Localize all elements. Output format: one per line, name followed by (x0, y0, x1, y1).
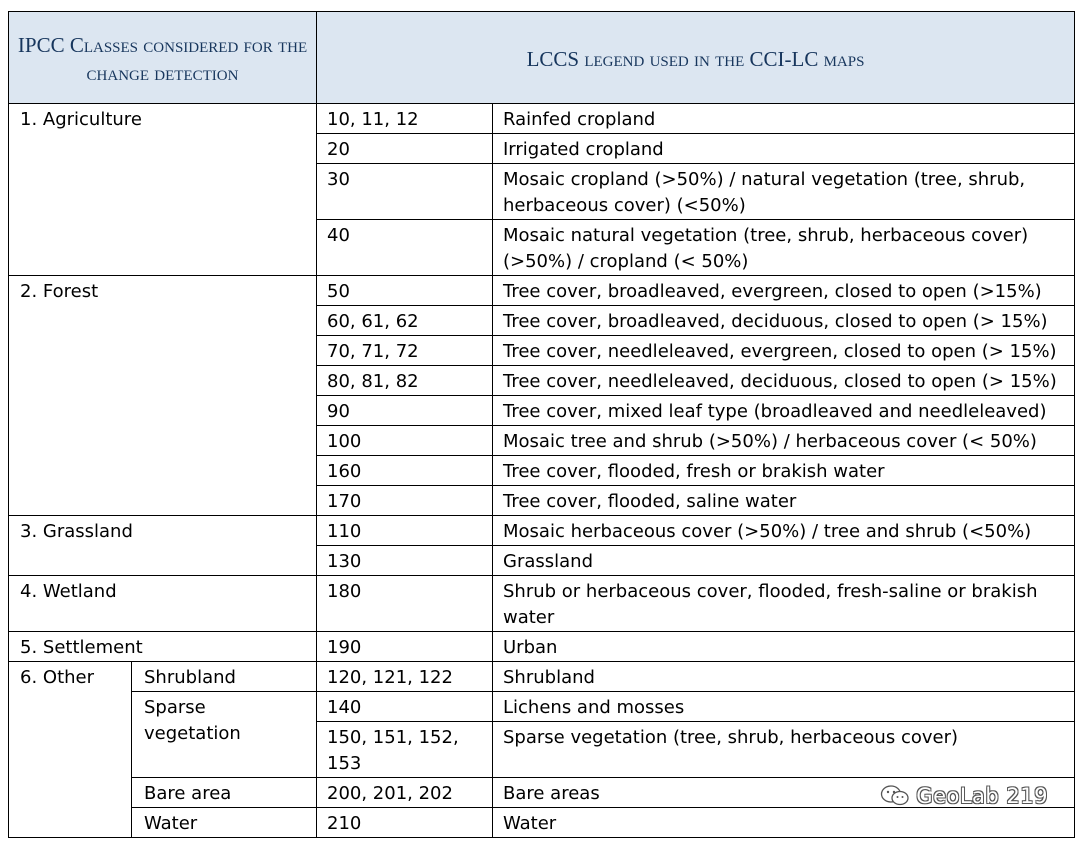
lccs-code-cell: 20 (317, 134, 493, 164)
lccs-code-cell: 140 (317, 692, 493, 722)
ipcc-class-cell: 1. Agriculture (9, 104, 317, 276)
ipcc-class-cell: 6. Other (9, 662, 132, 838)
lccs-label-cell: Urban (493, 632, 1075, 662)
lccs-label-cell: Water (493, 808, 1075, 838)
ipcc-class-cell: 3. Grassland (9, 516, 317, 576)
lccs-code-cell: 180 (317, 576, 493, 632)
ipcc-subclass-cell: Sparse vegetation (132, 692, 317, 778)
lccs-code-cell: 200, 201, 202 (317, 778, 493, 808)
lccs-label-cell: Tree cover, needleleaved, deciduous, closed to open (> 15%) (493, 366, 1075, 396)
lccs-label-cell: Shrub or herbaceous cover, flooded, fresh-saline or brakish water (493, 576, 1075, 632)
lccs-label-cell: Lichens and mosses (493, 692, 1075, 722)
lccs-code-cell: 10, 11, 12 (317, 104, 493, 134)
table-row (9, 662, 1075, 692)
lccs-label-cell: Irrigated cropland (493, 134, 1075, 164)
wechat-icon (880, 784, 910, 808)
lccs-label-cell: Tree cover, flooded, fresh or brakish water (493, 456, 1075, 486)
lccs-code-cell: 80, 81, 82 (317, 366, 493, 396)
lccs-label-cell: Tree cover, broadleaved, deciduous, closed to open (> 15%) (493, 306, 1075, 336)
table-row (9, 104, 1075, 134)
lccs-code-cell: 50 (317, 276, 493, 306)
lccs-code-cell: 90 (317, 396, 493, 426)
header-lccs-legend: LCCS legend used in the CCI-LC maps (317, 12, 1075, 104)
table-row (9, 516, 1075, 546)
lccs-code-cell: 190 (317, 632, 493, 662)
table-row (9, 576, 1075, 632)
ipcc-subclass-cell: Bare area (132, 778, 317, 808)
lccs-code-cell: 210 (317, 808, 493, 838)
lccs-code-cell: 30 (317, 164, 493, 220)
lccs-label-cell: Grassland (493, 546, 1075, 576)
ipcc-class-cell: 2. Forest (9, 276, 317, 516)
lccs-label-cell: Shrubland (493, 662, 1075, 692)
watermark (880, 784, 1048, 808)
table-row (9, 692, 1075, 722)
lccs-label-cell: Sparse vegetation (tree, shrub, herbaceous cover) (493, 722, 1075, 778)
land-cover-table (8, 11, 1075, 838)
lccs-code-cell: 150, 151, 152, 153 (317, 722, 493, 778)
table-row (9, 276, 1075, 306)
ipcc-class-cell: 5. Settlement (9, 632, 317, 662)
table-row (9, 808, 1075, 838)
lccs-code-cell: 130 (317, 546, 493, 576)
lccs-code-cell: 70, 71, 72 (317, 336, 493, 366)
lccs-code-cell: 110 (317, 516, 493, 546)
header-ipcc-classes: IPCC Classes considered for the change detection (9, 12, 317, 104)
lccs-label-cell: Tree cover, flooded, saline water (493, 486, 1075, 516)
lccs-label-cell: Rainfed cropland (493, 104, 1075, 134)
lccs-label-cell: Mosaic herbaceous cover (>50%) / tree and shrub (<50%) (493, 516, 1075, 546)
lccs-code-cell: 160 (317, 456, 493, 486)
ipcc-subclass-cell: Water (132, 808, 317, 838)
lccs-code-cell: 100 (317, 426, 493, 456)
lccs-label-cell: Mosaic natural vegetation (tree, shrub, herbaceous cover) (>50%) / cropland (< 50%) (493, 220, 1075, 276)
ipcc-class-cell: 4. Wetland (9, 576, 317, 632)
lccs-label-cell: Tree cover, mixed leaf type (broadleaved and needleleaved) (493, 396, 1075, 426)
lccs-code-cell: 60, 61, 62 (317, 306, 493, 336)
lccs-label-cell: Mosaic cropland (>50%) / natural vegetation (tree, shrub, herbaceous cover) (<50%) (493, 164, 1075, 220)
table-row (9, 632, 1075, 662)
lccs-label-cell: Tree cover, needleleaved, evergreen, closed to open (> 15%) (493, 336, 1075, 366)
ipcc-subclass-cell: Shrubland (132, 662, 317, 692)
watermark-text: GeoLab 219 (916, 784, 1048, 808)
lccs-label-cell: Tree cover, broadleaved, evergreen, closed to open (>15%) (493, 276, 1075, 306)
lccs-code-cell: 40 (317, 220, 493, 276)
lccs-code-cell: 120, 121, 122 (317, 662, 493, 692)
lccs-label-cell: Mosaic tree and shrub (>50%) / herbaceous cover (< 50%) (493, 426, 1075, 456)
lccs-label-cell: Bare areas (493, 778, 1075, 808)
lccs-code-cell: 170 (317, 486, 493, 516)
